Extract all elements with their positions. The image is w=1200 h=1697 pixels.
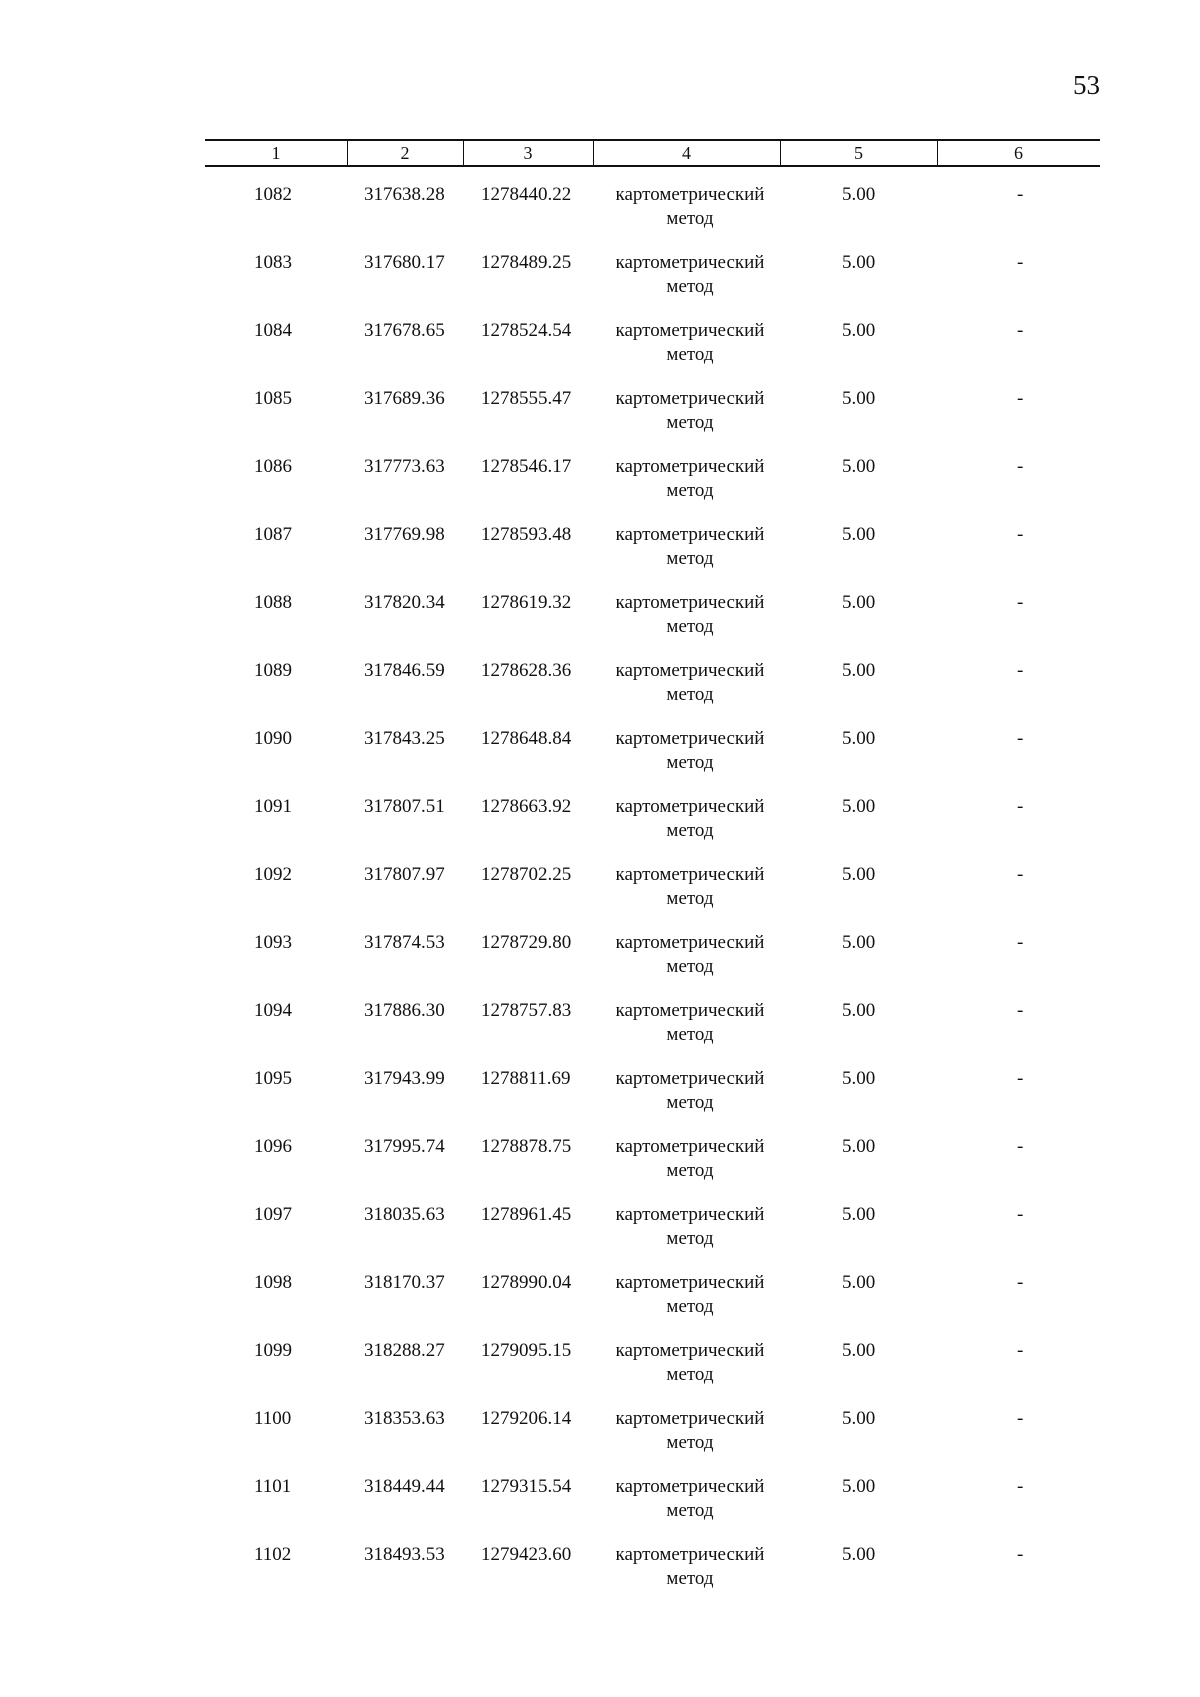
cell-point-number: 1092 — [254, 864, 292, 885]
cell-note: - — [1017, 728, 1024, 749]
method-line-2: метод — [666, 1092, 714, 1113]
cell-point-number: 1100 — [254, 1408, 292, 1429]
method-line-1: картометрический — [615, 864, 765, 885]
cell-y: 1278593.48 — [481, 524, 572, 545]
method-line-2: метод — [666, 820, 714, 841]
cell-x: 318353.63 — [364, 1408, 445, 1429]
method-line-1: картометрический — [615, 932, 765, 953]
cell-method — [600, 183, 780, 231]
cell-error: 5.00 — [842, 932, 876, 953]
cell-x: 317678.65 — [364, 320, 445, 341]
method-line-1: картометрический — [615, 1476, 765, 1497]
table-row — [0, 1407, 1200, 1475]
cell-point-number: 1083 — [254, 252, 292, 273]
cell-note: - — [1017, 592, 1024, 613]
table-row — [0, 1543, 1200, 1611]
cell-x: 317886.30 — [364, 1000, 445, 1021]
header-col-6: 6 — [1014, 143, 1023, 163]
method-line-2: метод — [666, 1228, 714, 1249]
cell-error: 5.00 — [842, 1000, 876, 1021]
cell-error: 5.00 — [842, 1340, 876, 1361]
method-line-1: картометрический — [615, 1204, 765, 1225]
cell-x: 317773.63 — [364, 456, 445, 477]
cell-point-number: 1090 — [254, 728, 292, 749]
table-row — [0, 1339, 1200, 1407]
method-line-2: метод — [666, 548, 714, 569]
cell-x: 317843.25 — [364, 728, 445, 749]
cell-method — [600, 523, 780, 571]
cell-x: 318493.53 — [364, 1544, 445, 1565]
table-row — [0, 1135, 1200, 1203]
method-line-1: картометрический — [615, 796, 765, 817]
cell-point-number: 1101 — [254, 1476, 292, 1497]
cell-note: - — [1017, 524, 1024, 545]
cell-note: - — [1017, 252, 1024, 273]
method-line-2: метод — [666, 344, 714, 365]
table-row — [0, 591, 1200, 659]
cell-method — [600, 1339, 780, 1387]
method-line-1: картометрический — [615, 524, 765, 545]
cell-error: 5.00 — [842, 1136, 876, 1157]
method-line-1: картометрический — [615, 592, 765, 613]
method-line-1: картометрический — [615, 252, 765, 273]
table-row — [0, 1067, 1200, 1135]
cell-error: 5.00 — [842, 592, 876, 613]
cell-x: 317807.51 — [364, 796, 445, 817]
method-line-2: метод — [666, 1364, 714, 1385]
cell-x: 317638.28 — [364, 184, 445, 205]
cell-x: 317689.36 — [364, 388, 445, 409]
cell-y: 1278757.83 — [481, 1000, 572, 1021]
method-line-1: картометрический — [615, 320, 765, 341]
cell-point-number: 1095 — [254, 1068, 292, 1089]
cell-error: 5.00 — [842, 524, 876, 545]
cell-note: - — [1017, 864, 1024, 885]
cell-note: - — [1017, 1068, 1024, 1089]
cell-method — [600, 319, 780, 367]
cell-error: 5.00 — [842, 388, 876, 409]
cell-method — [600, 795, 780, 843]
cell-y: 1278878.75 — [481, 1136, 572, 1157]
cell-method — [600, 863, 780, 911]
method-line-1: картометрический — [615, 184, 765, 205]
table-row — [0, 251, 1200, 319]
table-row — [0, 183, 1200, 251]
cell-point-number: 1094 — [254, 1000, 292, 1021]
cell-point-number: 1086 — [254, 456, 292, 477]
table-row — [0, 795, 1200, 863]
cell-method — [600, 387, 780, 435]
method-line-1: картометрический — [615, 388, 765, 409]
cell-y: 1278990.04 — [481, 1272, 572, 1293]
cell-method — [600, 1407, 780, 1455]
table-row — [0, 659, 1200, 727]
cell-y: 1278702.25 — [481, 864, 572, 885]
method-line-2: метод — [666, 752, 714, 773]
header-col-4: 4 — [682, 143, 691, 163]
cell-method — [600, 591, 780, 639]
cell-method — [600, 1203, 780, 1251]
table-row — [0, 999, 1200, 1067]
cell-note: - — [1017, 320, 1024, 341]
cell-note: - — [1017, 660, 1024, 681]
method-line-2: метод — [666, 276, 714, 297]
cell-method — [600, 1135, 780, 1183]
cell-x: 317846.59 — [364, 660, 445, 681]
method-line-2: метод — [666, 1568, 714, 1589]
method-line-1: картометрический — [615, 1272, 765, 1293]
cell-x: 317943.99 — [364, 1068, 445, 1089]
cell-error: 5.00 — [842, 320, 876, 341]
cell-error: 5.00 — [842, 1408, 876, 1429]
method-line-1: картометрический — [615, 660, 765, 681]
cell-y: 1278628.36 — [481, 660, 572, 681]
cell-note: - — [1017, 1340, 1024, 1361]
table-row — [0, 455, 1200, 523]
table-row — [0, 931, 1200, 999]
method-line-2: метод — [666, 956, 714, 977]
cell-y: 1278546.17 — [481, 456, 572, 477]
cell-error: 5.00 — [842, 252, 876, 273]
method-line-2: метод — [666, 480, 714, 501]
table-row — [0, 863, 1200, 931]
cell-y: 1279423.60 — [481, 1544, 572, 1565]
cell-point-number: 1087 — [254, 524, 292, 545]
cell-y: 1278663.92 — [481, 796, 572, 817]
cell-note: - — [1017, 796, 1024, 817]
method-line-2: метод — [666, 1296, 714, 1317]
method-line-2: метод — [666, 888, 714, 909]
header-col-1: 1 — [271, 143, 281, 163]
cell-x: 318449.44 — [364, 1476, 445, 1497]
method-line-1: картометрический — [615, 456, 765, 477]
table-row — [0, 319, 1200, 387]
cell-point-number: 1098 — [254, 1272, 292, 1293]
cell-x: 317874.53 — [364, 932, 445, 953]
cell-error: 5.00 — [842, 796, 876, 817]
cell-y: 1278729.80 — [481, 932, 572, 953]
method-line-1: картометрический — [615, 1408, 765, 1429]
method-line-1: картометрический — [615, 1136, 765, 1157]
cell-x: 317769.98 — [364, 524, 445, 545]
method-line-2: метод — [666, 1500, 714, 1521]
cell-method — [600, 455, 780, 503]
cell-x: 317807.97 — [364, 864, 445, 885]
cell-y: 1279315.54 — [481, 1476, 572, 1497]
method-line-1: картометрический — [615, 1340, 765, 1361]
method-line-2: метод — [666, 616, 714, 637]
cell-error: 5.00 — [842, 456, 876, 477]
cell-error: 5.00 — [842, 660, 876, 681]
cell-y: 1278648.84 — [481, 728, 572, 749]
cell-x: 318288.27 — [364, 1340, 445, 1361]
method-line-2: метод — [666, 684, 714, 705]
cell-note: - — [1017, 932, 1024, 953]
table-row — [0, 1475, 1200, 1543]
cell-error: 5.00 — [842, 1544, 876, 1565]
cell-note: - — [1017, 1272, 1024, 1293]
cell-point-number: 1089 — [254, 660, 292, 681]
cell-point-number: 1099 — [254, 1340, 292, 1361]
method-line-2: метод — [666, 1432, 714, 1453]
cell-point-number: 1102 — [254, 1544, 292, 1565]
cell-point-number: 1088 — [254, 592, 292, 613]
table-header — [205, 139, 1100, 167]
cell-note: - — [1017, 456, 1024, 477]
cell-y: 1278811.69 — [481, 1068, 571, 1089]
cell-method — [600, 999, 780, 1047]
cell-y: 1278524.54 — [481, 320, 572, 341]
cell-method — [600, 1543, 780, 1591]
cell-x: 317820.34 — [364, 592, 445, 613]
cell-note: - — [1017, 184, 1024, 205]
cell-note: - — [1017, 1000, 1024, 1021]
cell-y: 1278961.45 — [481, 1204, 572, 1225]
cell-error: 5.00 — [842, 1476, 876, 1497]
cell-method — [600, 727, 780, 775]
cell-point-number: 1096 — [254, 1136, 292, 1157]
cell-error: 5.00 — [842, 1272, 876, 1293]
cell-note: - — [1017, 1408, 1024, 1429]
header-col-3: 3 — [523, 143, 533, 163]
cell-x: 318035.63 — [364, 1204, 445, 1225]
method-line-1: картометрический — [615, 1544, 765, 1565]
cell-note: - — [1017, 388, 1024, 409]
table-row — [0, 1271, 1200, 1339]
method-line-1: картометрический — [615, 1068, 765, 1089]
cell-x: 318170.37 — [364, 1272, 445, 1293]
cell-x: 317680.17 — [364, 252, 445, 273]
method-line-1: картометрический — [615, 728, 765, 749]
cell-point-number: 1091 — [254, 796, 292, 817]
cell-error: 5.00 — [842, 1204, 876, 1225]
table-row — [0, 387, 1200, 455]
cell-point-number: 1082 — [254, 184, 292, 205]
cell-method — [600, 1067, 780, 1115]
table-row — [0, 1203, 1200, 1271]
cell-y: 1279206.14 — [481, 1408, 572, 1429]
table-row — [0, 523, 1200, 591]
cell-method — [600, 1475, 780, 1523]
cell-y: 1278619.32 — [481, 592, 572, 613]
cell-note: - — [1017, 1476, 1024, 1497]
page-number: 53 — [1073, 70, 1100, 100]
cell-y: 1278440.22 — [481, 184, 572, 205]
cell-error: 5.00 — [842, 1068, 876, 1089]
cell-point-number: 1084 — [254, 320, 292, 341]
cell-note: - — [1017, 1204, 1024, 1225]
cell-x: 317995.74 — [364, 1136, 445, 1157]
cell-y: 1278489.25 — [481, 252, 572, 273]
cell-note: - — [1017, 1136, 1024, 1157]
method-line-2: метод — [666, 412, 714, 433]
method-line-2: метод — [666, 1160, 714, 1181]
header-col-2: 2 — [400, 143, 410, 163]
cell-method — [600, 251, 780, 299]
cell-method — [600, 1271, 780, 1319]
cell-error: 5.00 — [842, 864, 876, 885]
cell-error: 5.00 — [842, 184, 876, 205]
method-line-2: метод — [666, 208, 714, 229]
cell-point-number: 1097 — [254, 1204, 292, 1225]
cell-error: 5.00 — [842, 728, 876, 749]
cell-method — [600, 931, 780, 979]
cell-method — [600, 659, 780, 707]
method-line-1: картометрический — [615, 1000, 765, 1021]
header-col-5: 5 — [854, 143, 863, 163]
cell-note: - — [1017, 1544, 1024, 1565]
cell-y: 1279095.15 — [481, 1340, 572, 1361]
cell-y: 1278555.47 — [481, 388, 572, 409]
table-row — [0, 727, 1200, 795]
cell-point-number: 1085 — [254, 388, 292, 409]
cell-point-number: 1093 — [254, 932, 292, 953]
method-line-2: метод — [666, 1024, 714, 1045]
